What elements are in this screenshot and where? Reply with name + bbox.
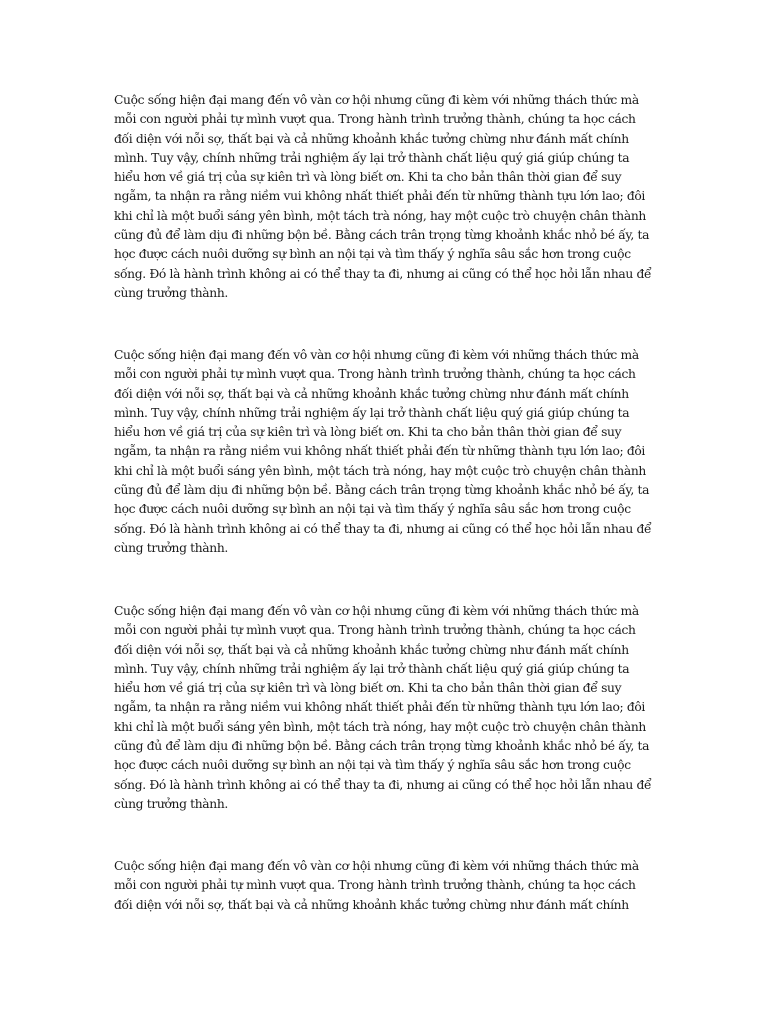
paragraph-4: Cuộc sống hiện đại mang đến vô vàn cơ hội nhưng cũng đi kèm với những thách thức mà mỗi con người phải tự mình vượt qua. Trong hành trình trưởng thành, chúng ta học cách đối diện với nỗi sợ, thất bại và cả những khoảnh khắc tưởng chừng như đánh mất chính	[114, 859, 639, 912]
paragraph-2: Cuộc sống hiện đại mang đến vô vàn cơ hội nhưng cũng đi kèm với những thách thức mà mỗi con người phải tự mình vượt qua. Trong hành trình trưởng thành, chúng ta học cách đối diện với nỗi sợ, thất bại và cả những khoảnh khắc tưởng chừng như đánh mất chính mình. Tuy vậy, chính những trải nghiệm ấy lại trở thành chất liệu quý giá giúp chúng ta hiểu hơn về giá trị của sự kiên trì và lòng biết ơn. Khi ta cho bản thân thời gian để suy ngẫm, ta nhận ra rằng niềm vui không nhất thiết phải đến từ những thành tựu lớn lao; đôi khi chỉ là một buổi sáng yên bình, một tách trà nóng, hay một cuộc trò chuyện chân thành cũng đủ để làm dịu đi những bộn bề. Bằng cách trân trọng từng khoảnh khắc nhỏ bé ấy, ta học được cách nuôi dưỡng sự bình an nội tại và tìm thấy ý nghĩa sâu sắc hơn trong cuộc sống. Đó là hành trình không ai có thể thay ta đi, nhưng ai cũng có thể học hỏi lẫn nhau để cùng trưởng thành.	[114, 348, 652, 555]
paragraph-1: Cuộc sống hiện đại mang đến vô vàn cơ hội nhưng cũng đi kèm với những thách thức mà mỗi con người phải tự mình vượt qua. Trong hành trình trưởng thành, chúng ta học cách đối diện với nỗi sợ, thất bại và cả những khoảnh khắc tưởng chừng như đánh mất chính mình. Tuy vậy, chính những trải nghiệm ấy lại trở thành chất liệu quý giá giúp chúng ta hiểu hơn về giá trị của sự kiên trì và lòng biết ơn. Khi ta cho bản thân thời gian để suy ngẫm, ta nhận ra rằng niềm vui không nhất thiết phải đến từ những thành tựu lớn lao; đôi khi chỉ là một buổi sáng yên bình, một tách trà nóng, hay một cuộc trò chuyện chân thành cũng đủ để làm dịu đi những bộn bề. Bằng cách trân trọng từng khoảnh khắc nhỏ bé ấy, ta học được cách nuôi dưỡng sự bình an nội tại và tìm thấy ý nghĩa sâu sắc hơn trong cuộc sống. Đó là hành trình không ai có thể thay ta đi, nhưng ai cũng có thể học hỏi lẫn nhau để cùng trưởng thành.	[114, 93, 652, 300]
paragraph-3: Cuộc sống hiện đại mang đến vô vàn cơ hội nhưng cũng đi kèm với những thách thức mà mỗi con người phải tự mình vượt qua. Trong hành trình trưởng thành, chúng ta học cách đối diện với nỗi sợ, thất bại và cả những khoảnh khắc tưởng chừng như đánh mất chính mình. Tuy vậy, chính những trải nghiệm ấy lại trở thành chất liệu quý giá giúp chúng ta hiểu hơn về giá trị của sự kiên trì và lòng biết ơn. Khi ta cho bản thân thời gian để suy ngẫm, ta nhận ra rằng niềm vui không nhất thiết phải đến từ những thành tựu lớn lao; đôi khi chỉ là một buổi sáng yên bình, một tách trà nóng, hay một cuộc trò chuyện chân thành cũng đủ để làm dịu đi những bộn bề. Bằng cách trân trọng từng khoảnh khắc nhỏ bé ấy, ta học được cách nuôi dưỡng sự bình an nội tại và tìm thấy ý nghĩa sâu sắc hơn trong cuộc sống. Đó là hành trình không ai có thể thay ta đi, nhưng ai cũng có thể học hỏi lẫn nhau để cùng trưởng thành.	[114, 604, 652, 811]
